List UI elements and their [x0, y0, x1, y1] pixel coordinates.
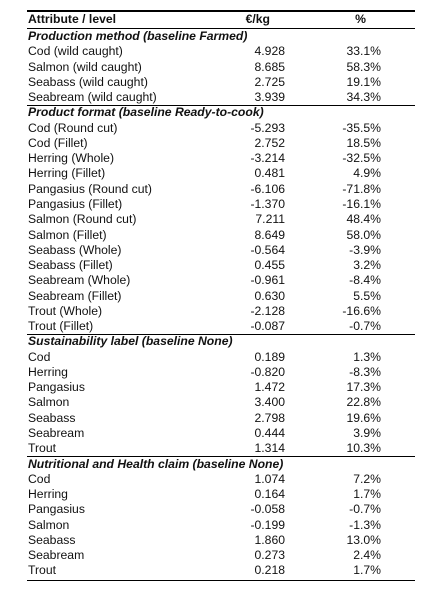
eur-per-kg-cell: -3.214: [250, 151, 285, 166]
section-title: Production method (baseline Farmed): [28, 29, 248, 43]
attribute-level-cell: Cod: [28, 471, 51, 486]
table-row: [27, 395, 415, 410]
table-row: [27, 563, 415, 578]
eur-per-kg-cell: 4.928: [254, 44, 285, 59]
table-row: [27, 380, 415, 395]
bottom-rule: [27, 580, 415, 582]
attribute-level-cell: Seabass (Whole): [28, 242, 122, 257]
percent-cell: -1.3%: [349, 517, 381, 532]
attribute-level-cell: Herring: [28, 364, 68, 379]
percent-cell: 34.3%: [346, 90, 381, 105]
table-row: [27, 121, 415, 136]
table-row: [27, 197, 415, 212]
eur-per-kg-cell: 0.164: [254, 487, 285, 502]
attribute-level-cell: Seabream (Fillet): [28, 288, 122, 303]
percent-cell: -0.7%: [349, 319, 381, 334]
attribute-level-cell: Seabass: [28, 410, 76, 425]
attribute-level-cell: Trout (Whole): [28, 303, 103, 318]
percent-cell: 2.4%: [353, 548, 381, 563]
percent-cell: 22.8%: [346, 395, 381, 410]
attribute-level-cell: Cod: [28, 349, 51, 364]
table-row: [27, 350, 415, 365]
percent-cell: -35.5%: [342, 120, 381, 135]
eur-per-kg-cell: 0.455: [254, 258, 285, 273]
eur-per-kg-cell: 1.074: [254, 471, 285, 486]
table-row: [27, 166, 415, 181]
table-row: [27, 258, 415, 273]
percent-cell: 58.0%: [346, 227, 381, 242]
attribute-level-cell: Salmon (Fillet): [28, 227, 107, 242]
attribute-level-cell: Salmon (wild caught): [28, 59, 142, 74]
header-row: [27, 12, 415, 27]
percent-cell: 10.3%: [346, 441, 381, 456]
eur-per-kg-cell: -0.961: [250, 273, 285, 288]
attribute-level-cell: Trout (Fillet): [28, 319, 94, 334]
table-row: [27, 441, 415, 456]
percent-cell: 7.2%: [353, 471, 381, 486]
table-row: [27, 411, 415, 426]
percent-cell: 4.9%: [353, 166, 381, 181]
percent-cell: -3.9%: [349, 242, 381, 257]
table-row: [27, 487, 415, 502]
attribute-level-cell: Pangasius (Fillet): [28, 196, 123, 211]
table-row: [27, 75, 415, 90]
eur-per-kg-cell: 8.649: [254, 227, 285, 242]
eur-per-kg-cell: -2.128: [250, 303, 285, 318]
attribute-level-cell: Seabream (wild caught): [28, 90, 157, 105]
header-attribute-level: Attribute / level: [28, 12, 117, 26]
percent-cell: -0.7%: [349, 502, 381, 517]
eur-per-kg-cell: 0.630: [254, 288, 285, 303]
eur-per-kg-cell: 2.752: [254, 135, 285, 150]
eur-per-kg-cell: 8.685: [254, 59, 285, 74]
table-row: [27, 212, 415, 227]
table-row: [27, 60, 415, 75]
table-row: [27, 304, 415, 319]
attribute-level-cell: Seabass: [28, 532, 76, 547]
header-percent: %: [355, 12, 366, 26]
attribute-level-cell: Seabass (wild caught): [28, 74, 148, 89]
percent-cell: 33.1%: [346, 44, 381, 59]
eur-per-kg-cell: 3.400: [254, 395, 285, 410]
percent-cell: -16.6%: [342, 303, 381, 318]
section-title-row: [27, 29, 415, 44]
attribute-level-cell: Herring: [28, 487, 68, 502]
attribute-level-cell: Trout: [28, 441, 56, 456]
percent-cell: -8.3%: [349, 364, 381, 379]
eur-per-kg-cell: -0.087: [250, 319, 285, 334]
attribute-level-cell: Salmon: [28, 517, 70, 532]
percent-cell: 18.5%: [346, 135, 381, 150]
eur-per-kg-cell: 0.218: [254, 563, 285, 578]
attribute-level-cell: Cod (Round cut): [28, 120, 118, 135]
table-row: [27, 243, 415, 258]
section-title-row: [27, 334, 415, 349]
attribute-level-cell: Cod (Fillet): [28, 135, 88, 150]
eur-per-kg-cell: 0.189: [254, 349, 285, 364]
table-row: [27, 289, 415, 304]
attribute-level-cell: Pangasius: [28, 380, 85, 395]
percent-cell: 58.3%: [346, 59, 381, 74]
section-title: Product format (baseline Ready-to-cook): [28, 105, 264, 120]
table-row: [27, 426, 415, 441]
eur-per-kg-cell: -1.370: [250, 196, 285, 211]
attribute-level-cell: Seabream: [28, 548, 85, 563]
percent-cell: 17.3%: [346, 380, 381, 395]
attribute-level-cell: Salmon (Round cut): [28, 212, 137, 227]
eur-per-kg-cell: 0.273: [254, 548, 285, 563]
table-row: [27, 273, 415, 288]
table-row: [27, 151, 415, 166]
header-eur-per-kg: €/kg: [245, 12, 270, 26]
percent-cell: 19.1%: [346, 74, 381, 89]
attribute-level-cell: Seabass (Fillet): [28, 258, 113, 273]
eur-per-kg-cell: -5.293: [250, 120, 285, 135]
eur-per-kg-cell: -6.106: [250, 181, 285, 196]
percent-cell: 3.2%: [353, 258, 381, 273]
percent-cell: 1.7%: [353, 487, 381, 502]
section-title: Sustainability label (baseline None): [28, 334, 233, 349]
eur-per-kg-cell: 1.314: [254, 441, 285, 456]
percent-cell: -71.8%: [342, 181, 381, 196]
percent-cell: 13.0%: [346, 532, 381, 547]
table-row: [27, 533, 415, 548]
percent-cell: -32.5%: [342, 151, 381, 166]
table-row: [27, 90, 415, 105]
percent-cell: -16.1%: [342, 196, 381, 211]
table-row: [27, 548, 415, 563]
attribute-level-cell: Cod (wild caught): [28, 44, 123, 59]
table-row: [27, 365, 415, 380]
table-row: [27, 136, 415, 151]
attribute-level-cell: Pangasius: [28, 502, 85, 517]
eur-per-kg-cell: -0.564: [250, 242, 285, 257]
eur-per-kg-cell: 2.725: [254, 74, 285, 89]
eur-per-kg-cell: -0.820: [250, 364, 285, 379]
table-row: [27, 228, 415, 243]
attribute-level-cell: Pangasius (Round cut): [28, 181, 152, 196]
attribute-level-cell: Herring (Whole): [28, 151, 115, 166]
attribute-level-cell: Salmon: [28, 395, 70, 410]
eur-per-kg-cell: 1.472: [254, 380, 285, 395]
percent-cell: 3.9%: [353, 426, 381, 441]
attribute-level-cell: Trout: [28, 563, 56, 578]
table-row: [27, 472, 415, 487]
eur-per-kg-cell: 2.798: [254, 410, 285, 425]
table-row: [27, 518, 415, 533]
table-row: [27, 502, 415, 517]
attribute-level-cell: Herring (Fillet): [28, 166, 106, 181]
percent-cell: 48.4%: [346, 212, 381, 227]
eur-per-kg-cell: 1.860: [254, 532, 285, 547]
percent-cell: 19.6%: [346, 410, 381, 425]
percent-cell: 5.5%: [353, 288, 381, 303]
section-title-row: [27, 105, 415, 120]
attribute-level-cell: Seabream (Whole): [28, 273, 131, 288]
eur-per-kg-cell: 7.211: [255, 212, 285, 227]
percent-cell: 1.3%: [353, 349, 381, 364]
eur-per-kg-cell: 0.444: [254, 426, 285, 441]
table-row: [27, 44, 415, 59]
percent-cell: -8.4%: [349, 273, 381, 288]
percent-cell: 1.7%: [353, 563, 381, 578]
section-title-row: [27, 457, 415, 472]
table-row: [27, 182, 415, 197]
attribute-level-cell: Seabream: [28, 426, 85, 441]
eur-per-kg-cell: 0.481: [254, 166, 285, 181]
section-title: Nutritional and Health claim (baseline None): [28, 456, 284, 471]
eur-per-kg-cell: -0.199: [250, 517, 285, 532]
eur-per-kg-cell: -0.058: [250, 502, 285, 517]
eur-per-kg-cell: 3.939: [254, 90, 285, 105]
table-row: [27, 319, 415, 334]
